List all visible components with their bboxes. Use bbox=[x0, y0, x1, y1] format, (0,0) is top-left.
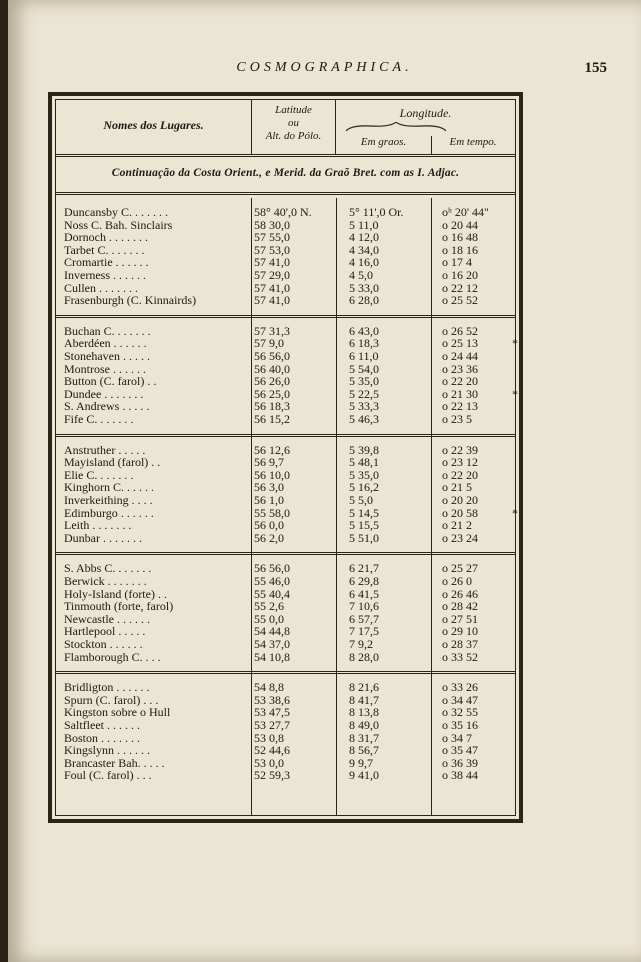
longitude-degrees: 4 12,0 bbox=[349, 230, 379, 245]
longitude-degrees: 5 48,1 bbox=[349, 455, 379, 470]
longitude-time: o 22 39 bbox=[442, 442, 478, 457]
longitude-degrees: 5 35,0 bbox=[349, 374, 379, 389]
group-separator bbox=[56, 552, 515, 555]
place-name: Anstruther . . . . . bbox=[64, 443, 146, 457]
latitude-value: 54 8,8 bbox=[254, 680, 284, 695]
longitude-degrees: 4 5,0 bbox=[349, 268, 373, 282]
asterisk-mark: * bbox=[512, 386, 518, 401]
latitude-value: 58° 40',0 N. bbox=[254, 205, 312, 219]
place-name: Hartlepool . . . . . bbox=[64, 625, 146, 639]
longitude-time: o 22 20 bbox=[442, 467, 478, 482]
longitude-degrees: 9 41,0 bbox=[349, 768, 379, 783]
place-name: Edimburgo . . . . . . bbox=[64, 506, 154, 520]
longitude-time: o 20 44 bbox=[442, 217, 478, 232]
latitude-value: 58 30,0 bbox=[254, 217, 290, 232]
longitude-degrees: 5 54,0 bbox=[349, 361, 379, 376]
longitude-degrees: 8 28,0 bbox=[349, 649, 379, 664]
latitude-value: 57 31,3 bbox=[254, 323, 290, 338]
place-name: Berwick . . . . . . . bbox=[64, 575, 147, 588]
place-name: Noss C. Bah. Sinclairs bbox=[64, 218, 173, 232]
longitude-time: o 35 47 bbox=[442, 743, 478, 758]
longitude-degrees: 5 33,3 bbox=[349, 399, 379, 414]
latitude-value: 54 10,8 bbox=[254, 649, 290, 664]
table-row bbox=[56, 413, 515, 426]
longitude-time: o 25 13 bbox=[442, 336, 478, 351]
header-longitude: Longitude. bbox=[399, 106, 452, 120]
asterisk-mark: * bbox=[512, 505, 518, 520]
place-name: Tinmouth (forte, farol) bbox=[64, 600, 174, 614]
book-page bbox=[8, 0, 641, 962]
place-name: Brancaster Bah. . . . . bbox=[64, 756, 165, 770]
header-degrees: Em graos. bbox=[360, 136, 407, 148]
longitude-time: o 21 2 bbox=[442, 518, 472, 533]
longitude-time: o 38 44 bbox=[442, 768, 478, 783]
place-name: Fife C. . . . . . . bbox=[64, 413, 134, 426]
latitude-value: 56 26,0 bbox=[254, 374, 290, 389]
latitude-value: 56 18,3 bbox=[254, 399, 290, 414]
latitude-value: 53 38,6 bbox=[254, 692, 290, 707]
group-separator bbox=[56, 315, 515, 318]
longitude-degrees: 8 56,7 bbox=[349, 743, 379, 758]
longitude-degrees: 4 16,0 bbox=[349, 255, 379, 270]
longitude-time: o 34 47 bbox=[442, 692, 478, 707]
place-name: Elie C. . . . . . . bbox=[64, 468, 134, 482]
longitude-degrees: 6 18,3 bbox=[349, 336, 379, 351]
longitude-time: o 36 39 bbox=[442, 755, 478, 770]
table-row bbox=[56, 294, 515, 307]
page-number: 155 bbox=[584, 60, 607, 76]
group-separator bbox=[56, 434, 515, 437]
latitude-value: 56 56,0 bbox=[254, 349, 290, 363]
longitude-degrees: 7 17,5 bbox=[349, 624, 379, 639]
latitude-value: 57 41,0 bbox=[254, 280, 290, 295]
place-name: Bridligton . . . . . . bbox=[64, 681, 150, 695]
place-name: Cromartie . . . . . . bbox=[64, 256, 149, 270]
place-name: Boston . . . . . . . bbox=[64, 731, 141, 745]
longitude-degrees: 6 29,8 bbox=[349, 574, 379, 588]
table-row bbox=[56, 651, 515, 664]
longitude-time: o 16 20 bbox=[442, 268, 478, 282]
place-name: Leith . . . . . . . bbox=[64, 519, 132, 533]
latitude-value: 52 59,3 bbox=[254, 768, 290, 783]
running-head: COSMOGRAPHICA. bbox=[236, 60, 413, 75]
place-name: Saltfleet . . . . . . bbox=[64, 719, 140, 732]
latitude-value: 57 41,0 bbox=[254, 293, 290, 308]
longitude-time: o 35 16 bbox=[442, 718, 478, 732]
longitude-degrees: 5 15,5 bbox=[349, 518, 379, 533]
longitude-degrees: 6 11,0 bbox=[349, 349, 379, 363]
place-name: Foul (C. farol) . . . bbox=[64, 769, 152, 783]
longitude-degrees: 5 11,0 bbox=[349, 217, 379, 232]
place-name: Aberdéen . . . . . . bbox=[64, 337, 147, 351]
longitude-time: o 25 27 bbox=[442, 561, 478, 576]
latitude-value: 56 12,6 bbox=[254, 442, 290, 457]
place-name: Inverness . . . . . . bbox=[64, 269, 146, 282]
header-latitude bbox=[251, 100, 336, 154]
longitude-time: o 24 44 bbox=[442, 349, 478, 363]
longitude-degrees: 7 9,2 bbox=[349, 637, 373, 651]
table-row bbox=[56, 532, 515, 545]
longitude-degrees: 5 35,0 bbox=[349, 467, 379, 482]
longitude-time: o 20 58 bbox=[442, 505, 478, 520]
longitude-degrees: 6 21,7 bbox=[349, 561, 379, 576]
latitude-value: 56 3,0 bbox=[254, 480, 284, 495]
place-name: Kinghorn C. . . . . . bbox=[64, 481, 154, 495]
longitude-time: o 26 52 bbox=[442, 323, 478, 338]
table-inner-frame bbox=[55, 99, 516, 816]
latitude-value: 55 2,6 bbox=[254, 599, 284, 614]
longitude-time: o 21 30 bbox=[442, 386, 478, 401]
longitude-degrees: 6 28,0 bbox=[349, 293, 379, 308]
latitude-value: 55 58,0 bbox=[254, 505, 290, 520]
place-name: Stockton . . . . . . bbox=[64, 638, 143, 651]
place-name: Flamborough C. . . . bbox=[64, 650, 161, 664]
longitude-degrees: 6 43,0 bbox=[349, 323, 379, 338]
latitude-value: 52 44,6 bbox=[254, 743, 290, 758]
latitude-value: 53 27,7 bbox=[254, 718, 290, 732]
latitude-value: 57 53,0 bbox=[254, 242, 290, 257]
longitude-time: o 23 24 bbox=[442, 530, 478, 545]
place-name: Stonehaven . . . . . bbox=[64, 350, 150, 363]
latitude-value: 57 9,0 bbox=[254, 336, 284, 351]
longitude-time: o 21 5 bbox=[442, 480, 472, 495]
longitude-time: o 22 12 bbox=[442, 280, 478, 295]
place-name: S. Andrews . . . . . bbox=[64, 400, 150, 414]
longitude-time: o 22 13 bbox=[442, 399, 478, 414]
longitude-time: o 33 26 bbox=[442, 680, 478, 695]
coordinates-table bbox=[48, 92, 523, 823]
place-name: Button (C. farol) . . bbox=[64, 375, 157, 389]
header-latitude-line-2: ou bbox=[288, 117, 299, 129]
longitude-degrees: 5 46,3 bbox=[349, 412, 379, 426]
longitude-time: o 32 55 bbox=[442, 705, 478, 720]
longitude-time: o 25 52 bbox=[442, 293, 478, 308]
latitude-value: 56 0,0 bbox=[254, 518, 284, 533]
longitude-time: o 23 12 bbox=[442, 455, 478, 470]
longitude-degrees: 5 5,0 bbox=[349, 493, 373, 507]
table-subtitle: Continuação da Costa Orient., e Merid. da Graõ Bret. com as I. Adjac. bbox=[111, 167, 460, 179]
longitude-time: oʰ 20' 44" bbox=[442, 205, 489, 219]
latitude-value: 55 46,0 bbox=[254, 574, 290, 588]
longitude-time: o 33 52 bbox=[442, 649, 478, 664]
place-name: Mayisland (farol) . . bbox=[64, 456, 161, 470]
longitude-time: o 23 36 bbox=[442, 361, 478, 376]
longitude-degrees: 6 57,7 bbox=[349, 611, 379, 626]
latitude-value: 56 40,0 bbox=[254, 361, 290, 376]
place-name: Kingslynn . . . . . . bbox=[64, 744, 151, 758]
latitude-value: 57 55,0 bbox=[254, 230, 290, 245]
latitude-value: 54 37,0 bbox=[254, 637, 290, 651]
longitude-time: o 28 37 bbox=[442, 637, 478, 651]
longitude-degrees: 7 10,6 bbox=[349, 599, 379, 614]
table-body bbox=[56, 198, 518, 815]
latitude-value: 53 0,0 bbox=[254, 755, 284, 770]
longitude-degrees: 5° 11',0 Or. bbox=[349, 205, 404, 219]
table-header bbox=[56, 100, 515, 157]
latitude-value: 56 1,0 bbox=[254, 493, 284, 507]
place-name: Dornoch . . . . . . . bbox=[64, 231, 148, 245]
place-name: Frasenburgh (C. Kinnairds) bbox=[64, 294, 197, 308]
place-name: Kingston sobre o Hull bbox=[64, 706, 171, 720]
latitude-value: 56 10,0 bbox=[254, 467, 290, 482]
longitude-time: o 26 46 bbox=[442, 586, 478, 601]
longitude-degrees: 5 33,0 bbox=[349, 280, 379, 295]
latitude-value: 54 44,8 bbox=[254, 624, 290, 639]
latitude-value: 56 25,0 bbox=[254, 386, 290, 401]
longitude-time: o 23 5 bbox=[442, 412, 472, 426]
place-name: Cullen . . . . . . . bbox=[64, 281, 138, 295]
table-row bbox=[56, 769, 515, 782]
latitude-value: 56 9,7 bbox=[254, 455, 284, 470]
longitude-degrees: 8 41,7 bbox=[349, 692, 379, 707]
longitude-degrees: 6 41,5 bbox=[349, 586, 379, 601]
place-name: S. Abbs C. . . . . . . bbox=[64, 562, 152, 576]
longitude-time: o 20 20 bbox=[442, 493, 478, 507]
header-brace bbox=[346, 122, 446, 132]
longitude-degrees: 4 34,0 bbox=[349, 242, 379, 257]
place-name: Spurn (C. farol) . . . bbox=[64, 693, 159, 707]
latitude-value: 53 47,5 bbox=[254, 705, 290, 720]
longitude-degrees: 8 13,8 bbox=[349, 705, 379, 720]
longitude-degrees: 5 39,8 bbox=[349, 442, 379, 457]
latitude-value: 53 0,8 bbox=[254, 730, 284, 745]
latitude-value: 57 41,0 bbox=[254, 255, 290, 270]
header-latitude-line-1: Latitude bbox=[275, 104, 312, 116]
longitude-time: o 26 0 bbox=[442, 574, 472, 588]
place-name: Tarbet C. . . . . . . bbox=[64, 243, 145, 257]
longitude-time: o 22 20 bbox=[442, 374, 478, 389]
longitude-degrees: 8 49,0 bbox=[349, 718, 379, 732]
header-latitude-line-3: Alt. do Pólo. bbox=[265, 130, 322, 142]
place-name: Holy-Island (forte) . . bbox=[64, 587, 167, 601]
longitude-time: o 29 10 bbox=[442, 624, 478, 639]
latitude-value: 56 2,0 bbox=[254, 530, 284, 545]
asterisk-mark: * bbox=[512, 336, 518, 351]
longitude-time: o 16 48 bbox=[442, 230, 478, 245]
longitude-time: o 28 42 bbox=[442, 599, 478, 614]
place-name: Newcastle . . . . . . bbox=[64, 612, 150, 626]
place-name: Buchan C. . . . . . . bbox=[64, 324, 151, 338]
longitude-time: o 18 16 bbox=[442, 242, 478, 257]
latitude-value: 55 40,4 bbox=[254, 586, 290, 601]
place-name: Duncansby C. . . . . . . bbox=[64, 206, 168, 219]
longitude-degrees: 9 9,7 bbox=[349, 755, 373, 770]
longitude-degrees: 5 51,0 bbox=[349, 530, 379, 545]
longitude-degrees: 5 22,5 bbox=[349, 386, 379, 401]
header-time: Em tempo. bbox=[449, 136, 497, 148]
longitude-time: o 27 51 bbox=[442, 611, 478, 626]
latitude-value: 56 56,0 bbox=[254, 561, 290, 576]
latitude-value: 55 0,0 bbox=[254, 611, 284, 626]
longitude-time: o 17 4 bbox=[442, 255, 472, 270]
latitude-value: 56 15,2 bbox=[254, 412, 290, 426]
longitude-degrees: 8 21,6 bbox=[349, 680, 379, 695]
place-name: Inverkeithing . . . . bbox=[64, 494, 153, 507]
subtitle-band bbox=[56, 158, 515, 195]
longitude-time: o 34 7 bbox=[442, 730, 472, 745]
latitude-value: 57 29,0 bbox=[254, 268, 290, 282]
place-name: Dundee . . . . . . . bbox=[64, 387, 144, 401]
longitude-degrees: 8 31,7 bbox=[349, 730, 379, 745]
header-place-names: Nomes dos Lugares. bbox=[103, 118, 204, 132]
group-separator bbox=[56, 671, 515, 674]
longitude-degrees: 5 16,2 bbox=[349, 480, 379, 495]
longitude-degrees: 5 14,5 bbox=[349, 505, 379, 520]
place-name: Montrose . . . . . . bbox=[64, 362, 146, 376]
place-name: Dunbar . . . . . . . bbox=[64, 531, 142, 545]
